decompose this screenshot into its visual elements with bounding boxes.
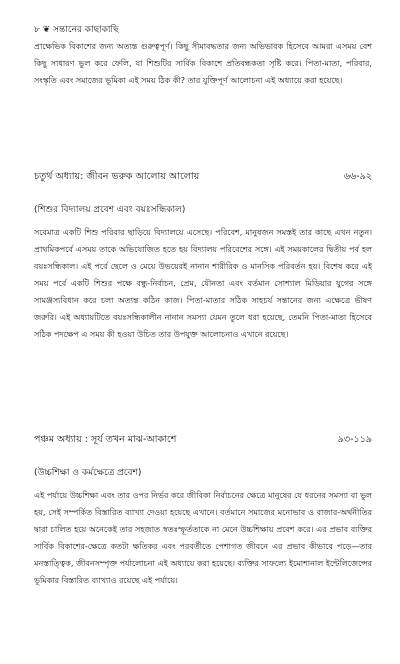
chapter-5-subtitle: (উচ্চশিক্ষা ও কর্মক্ষেত্রে প্রবেশ) <box>34 468 142 478</box>
chapter-5-heading <box>34 433 372 448</box>
chapter-4-heading <box>34 170 372 185</box>
chapter-5-paragraph: এই পর্যায়ে উচ্চশিক্ষা এবং তার ওপর নির্ভর করে জীবিকা নির্বাচনের ক্ষেত্রে মানুষের যে ধরনের সমস্যা বা ভুল হয়, সেই সম্পর্কিত বিস্তারিত ব্যাখ্যা দেওয়া হয়েছে এখানে। বর্তমানে সমাজের মনোভাব ও বাজার-অর্থনীতির দ্বারা চালিত হয়ে অনেকেই তার সহজাত স্বতঃস্ফূর্ততাকে না মেনে উচ্চশিক্ষায় প্রবেশ করে। এর প্রভাব ব্যক্তির সার্বিক বিকাশের-ক্ষেত্রে কতটা ক্ষতিকর এবং পরবর্তীতে পেশাগত জীবনে এর প্রভাব কীভাবে পড়ে—তার মনস্তাত্ত্বিক, জীবনসম্পৃক্ত পর্যালোচনা এই অধ্যায়ে করা হয়েছে। ব্যক্তির সাফল্যে ইমোশানাল ইন্টেলিজেন্সের ভূমিকার বিস্তারিত ব্যাখ্যাও রয়েছে এই পর্যায়ে। <box>34 491 372 585</box>
running-head: ৮ ❦ সন্তানের কাছাকাছি <box>34 25 119 35</box>
intro-paragraph: প্রাক্ষেভিক বিকাশের জন্য অত্যন্ত গুরুত্বপূর্ণ। কিছু সীমাবদ্ধতার জন্য অভিভাবক হিসেবে আমরা এসময় বেশ কিছু সাধারণ ভুল করে ফেলি, যা শিশুটির সার্বিক বিকাশে প্রতিবন্ধকতা সৃষ্টি করে। পিতা-মাতা, পরিবার, সংস্কৃতি এবং সমাজের ভূমিকা এই সময় ঠিক কী? তার যুক্তিপূর্ণ আলোচনা এই অধ্যায়ে করা হয়েছে। <box>34 42 372 85</box>
chapter-4-paragraph: সবেমাত্র একটি শিশু পরিবার ছাড়িয়ে বিদ্যালয়ে এসেছে। পরিবেশ, মানুষজন সমস্তই তার কাছে এখন নতুন। প্রাথমিকপর্বে এসময় তাকে অভিযোজিত হতে হয় বিদ্যালয় পরিবেশের সঙ্গে। এই সময়কালের দ্বিতীয় পর্ব হল বয়ঃসন্ধিকাল। এই পর্বে ছেলে ও মেয়ে উভয়েরই নানান শারীরিক ও মানসিক পরিবর্তন হয়। বিশেষ করে এই সময় পর্বে একটি শিশুর পক্ষে বন্ধু-নির্বাচন, প্রেম, যৌনতা এবং বর্তমান সোশ্যাল মিডিয়ার যুগের সঙ্গে সামঞ্জস্যবিধান করে চলা অত্যন্ত কঠিন কাজ। পিতা-মাতার সঠিক সাহচর্য সন্তানের জন্য এক্ষেত্রে ভীষণ জরুরি। এই অধ্যায়টিতে বয়ঃসন্ধিকালীন নানান সমস্যা যেমন তুলে ধরা হয়েছে, তেমনি পিতা-মাতা হিসেবে সঠিক পদক্ষেপ এ সময় কী হওয়া উচিত তার উপযুক্ত আলোচনাও এখানে রয়েছে। <box>34 228 372 339</box>
chapter-4-title: চতুর্থ অধ্যায়: জীবন ভরুক আলোয় আলোয় <box>34 171 200 182</box>
chapter-5-title: পঞ্চম অধ্যায় : সূর্য তখন মাঝ-আকাশে <box>34 434 177 445</box>
chapter-4-pages: ৬৬-৯২ <box>343 171 372 182</box>
chapter-5-pages: ৯৩-১১৯ <box>337 434 372 445</box>
chapter-4-subtitle: (শিশুর বিদ্যালয় প্রবেশ এবং বয়ঃসন্ধিকাল) <box>34 205 186 215</box>
